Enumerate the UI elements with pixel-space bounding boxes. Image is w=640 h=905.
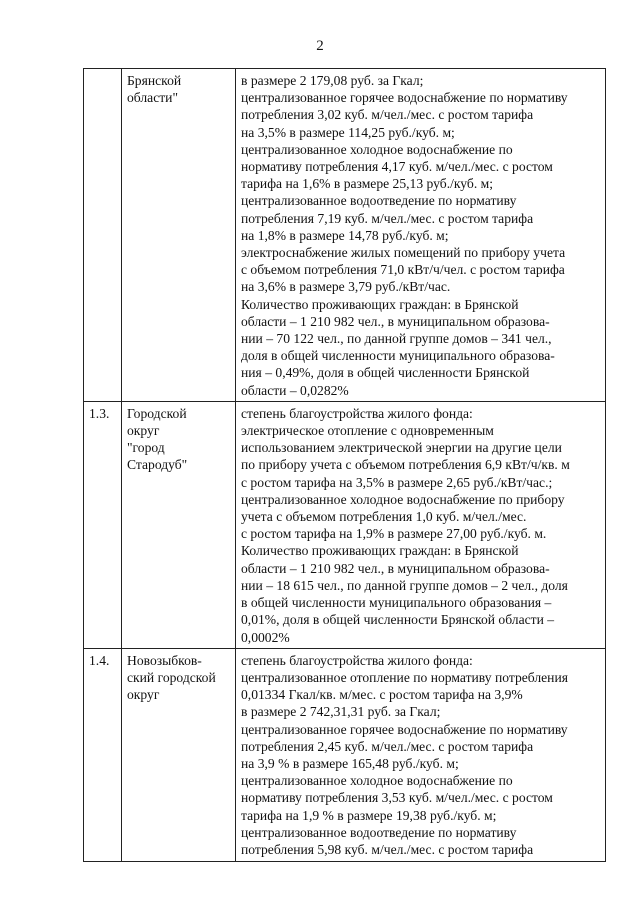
text-line: нии – 18 615 чел., по данной группе домов – 2 чел., доля bbox=[241, 577, 568, 593]
text-line: на 3,6% в размере 3,79 руб./кВт/час. bbox=[241, 279, 451, 295]
description-cell bbox=[236, 69, 606, 402]
table-row bbox=[84, 69, 606, 402]
text-line: по прибору учета с объемом потребления 6,9 кВт/ч/кв. м bbox=[241, 457, 570, 473]
row-number-cell: 1.3. bbox=[84, 401, 122, 648]
text-line: централизованное отопление по нормативу потребления bbox=[241, 670, 568, 686]
text-line: ский городской bbox=[127, 670, 216, 686]
text-line: 0,0002% bbox=[241, 629, 290, 645]
description-cell bbox=[236, 401, 606, 648]
text-line: Стародуб" bbox=[127, 457, 188, 473]
text-line: доля в общей численности муниципального образова- bbox=[241, 348, 555, 364]
text-line: централизованное горячее водоснабжение по нормативу bbox=[241, 90, 568, 106]
text-line: централизованное водоотведение по нормативу bbox=[241, 193, 517, 209]
text-line: централизованное горячее водоснабжение по нормативу bbox=[241, 721, 568, 737]
text-line: Городской bbox=[127, 405, 187, 421]
text-line: округ bbox=[127, 423, 160, 439]
text-line: Новозыбков- bbox=[127, 652, 202, 668]
text-line: в размере 2 742,31,31 руб. за Гкал; bbox=[241, 704, 441, 720]
text-line: потребления 5,98 куб. м/чел./мес. с ростом тарифа bbox=[241, 842, 534, 858]
text-line: нии – 70 122 чел., по данной группе домов – 341 чел., bbox=[241, 331, 552, 347]
text-line: централизованное холодное водоснабжение по прибору bbox=[241, 491, 565, 507]
text-line: Брянской bbox=[127, 73, 182, 88]
municipality-cell bbox=[122, 401, 236, 648]
text-line: с ростом тарифа на 1,9% в размере 27,00 руб./куб. м. bbox=[241, 526, 547, 542]
table-row bbox=[84, 401, 606, 648]
description-cell bbox=[236, 648, 606, 861]
text-line: 0,01334 Гкал/кв. м/мес. с ростом тарифа на 3,9% bbox=[241, 687, 523, 703]
municipality-cell bbox=[122, 648, 236, 861]
text-line: нормативу потребления 3,53 куб. м/чел./мес. с ростом bbox=[241, 790, 553, 806]
text-line: на 3,5% в размере 114,25 руб./куб. м; bbox=[241, 124, 455, 140]
text-line: в общей численности муниципального образования – bbox=[241, 595, 552, 611]
text-line: степень благоустройства жилого фонда: bbox=[241, 405, 473, 421]
text-line: округ bbox=[127, 687, 160, 703]
text-line: Количество проживающих граждан: в Брянской bbox=[241, 296, 519, 312]
text-line: потребления 2,45 куб. м/чел./мес. с ростом тарифа bbox=[241, 738, 534, 754]
text-line: "город bbox=[127, 440, 165, 456]
text-line: с объемом потребления 71,0 кВт/ч/чел. с ростом тарифа bbox=[241, 262, 565, 278]
text-line: централизованное водоотведение по нормативу bbox=[241, 824, 517, 840]
text-line: учета с объемом потребления 1,0 куб. м/чел./мес. bbox=[241, 509, 527, 525]
text-line: использованием электрической энергии на другие цели bbox=[241, 440, 562, 456]
text-line: степень благоустройства жилого фонда: bbox=[241, 652, 473, 668]
municipality-cell bbox=[122, 69, 236, 402]
text-line: централизованное холодное водоснабжение по bbox=[241, 141, 513, 157]
text-line: электрическое отопление с одновременным bbox=[241, 423, 494, 439]
row-number-cell bbox=[84, 69, 122, 402]
text-line: централизованное холодное водоснабжение по bbox=[241, 773, 513, 789]
text-line: области – 1 210 982 чел., в муниципальном образова- bbox=[241, 313, 550, 329]
text-line: с ростом тарифа на 3,5% в размере 2,65 руб./кВт/час.; bbox=[241, 474, 553, 490]
text-line: потребления 3,02 куб. м/чел./мес. с ростом тарифа bbox=[241, 107, 534, 123]
text-line: в размере 2 179,08 руб. за Гкал; bbox=[241, 73, 424, 88]
text-line: тарифа на 1,6% в размере 25,13 руб./куб. м; bbox=[241, 176, 493, 192]
text-line: области – 1 210 982 чел., в муниципальном образова- bbox=[241, 560, 550, 576]
text-line: области" bbox=[127, 90, 178, 106]
page-number: 2 bbox=[316, 38, 324, 54]
text-line: ния – 0,49%, доля в общей численности Брянской bbox=[241, 365, 530, 381]
text-line: нормативу потребления 4,17 куб. м/чел./мес. с ростом bbox=[241, 159, 553, 175]
tariff-table bbox=[83, 68, 606, 862]
text-line: тарифа на 1,9 % в размере 19,38 руб./куб. м; bbox=[241, 807, 497, 823]
text-line: на 3,9 % в размере 165,48 руб./куб. м; bbox=[241, 756, 459, 772]
row-number-cell: 1.4. bbox=[84, 648, 122, 861]
text-line: электроснабжение жилых помещений по прибору учета bbox=[241, 245, 566, 261]
text-line: потребления 7,19 куб. м/чел./мес. с ростом тарифа bbox=[241, 210, 534, 226]
text-line: области – 0,0282% bbox=[241, 382, 349, 398]
table-row bbox=[84, 648, 606, 861]
text-line: 0,01%, доля в общей численности Брянской области – bbox=[241, 612, 555, 628]
text-line: Количество проживающих граждан: в Брянской bbox=[241, 543, 519, 559]
text-line: на 1,8% в размере 14,78 руб./куб. м; bbox=[241, 227, 449, 243]
